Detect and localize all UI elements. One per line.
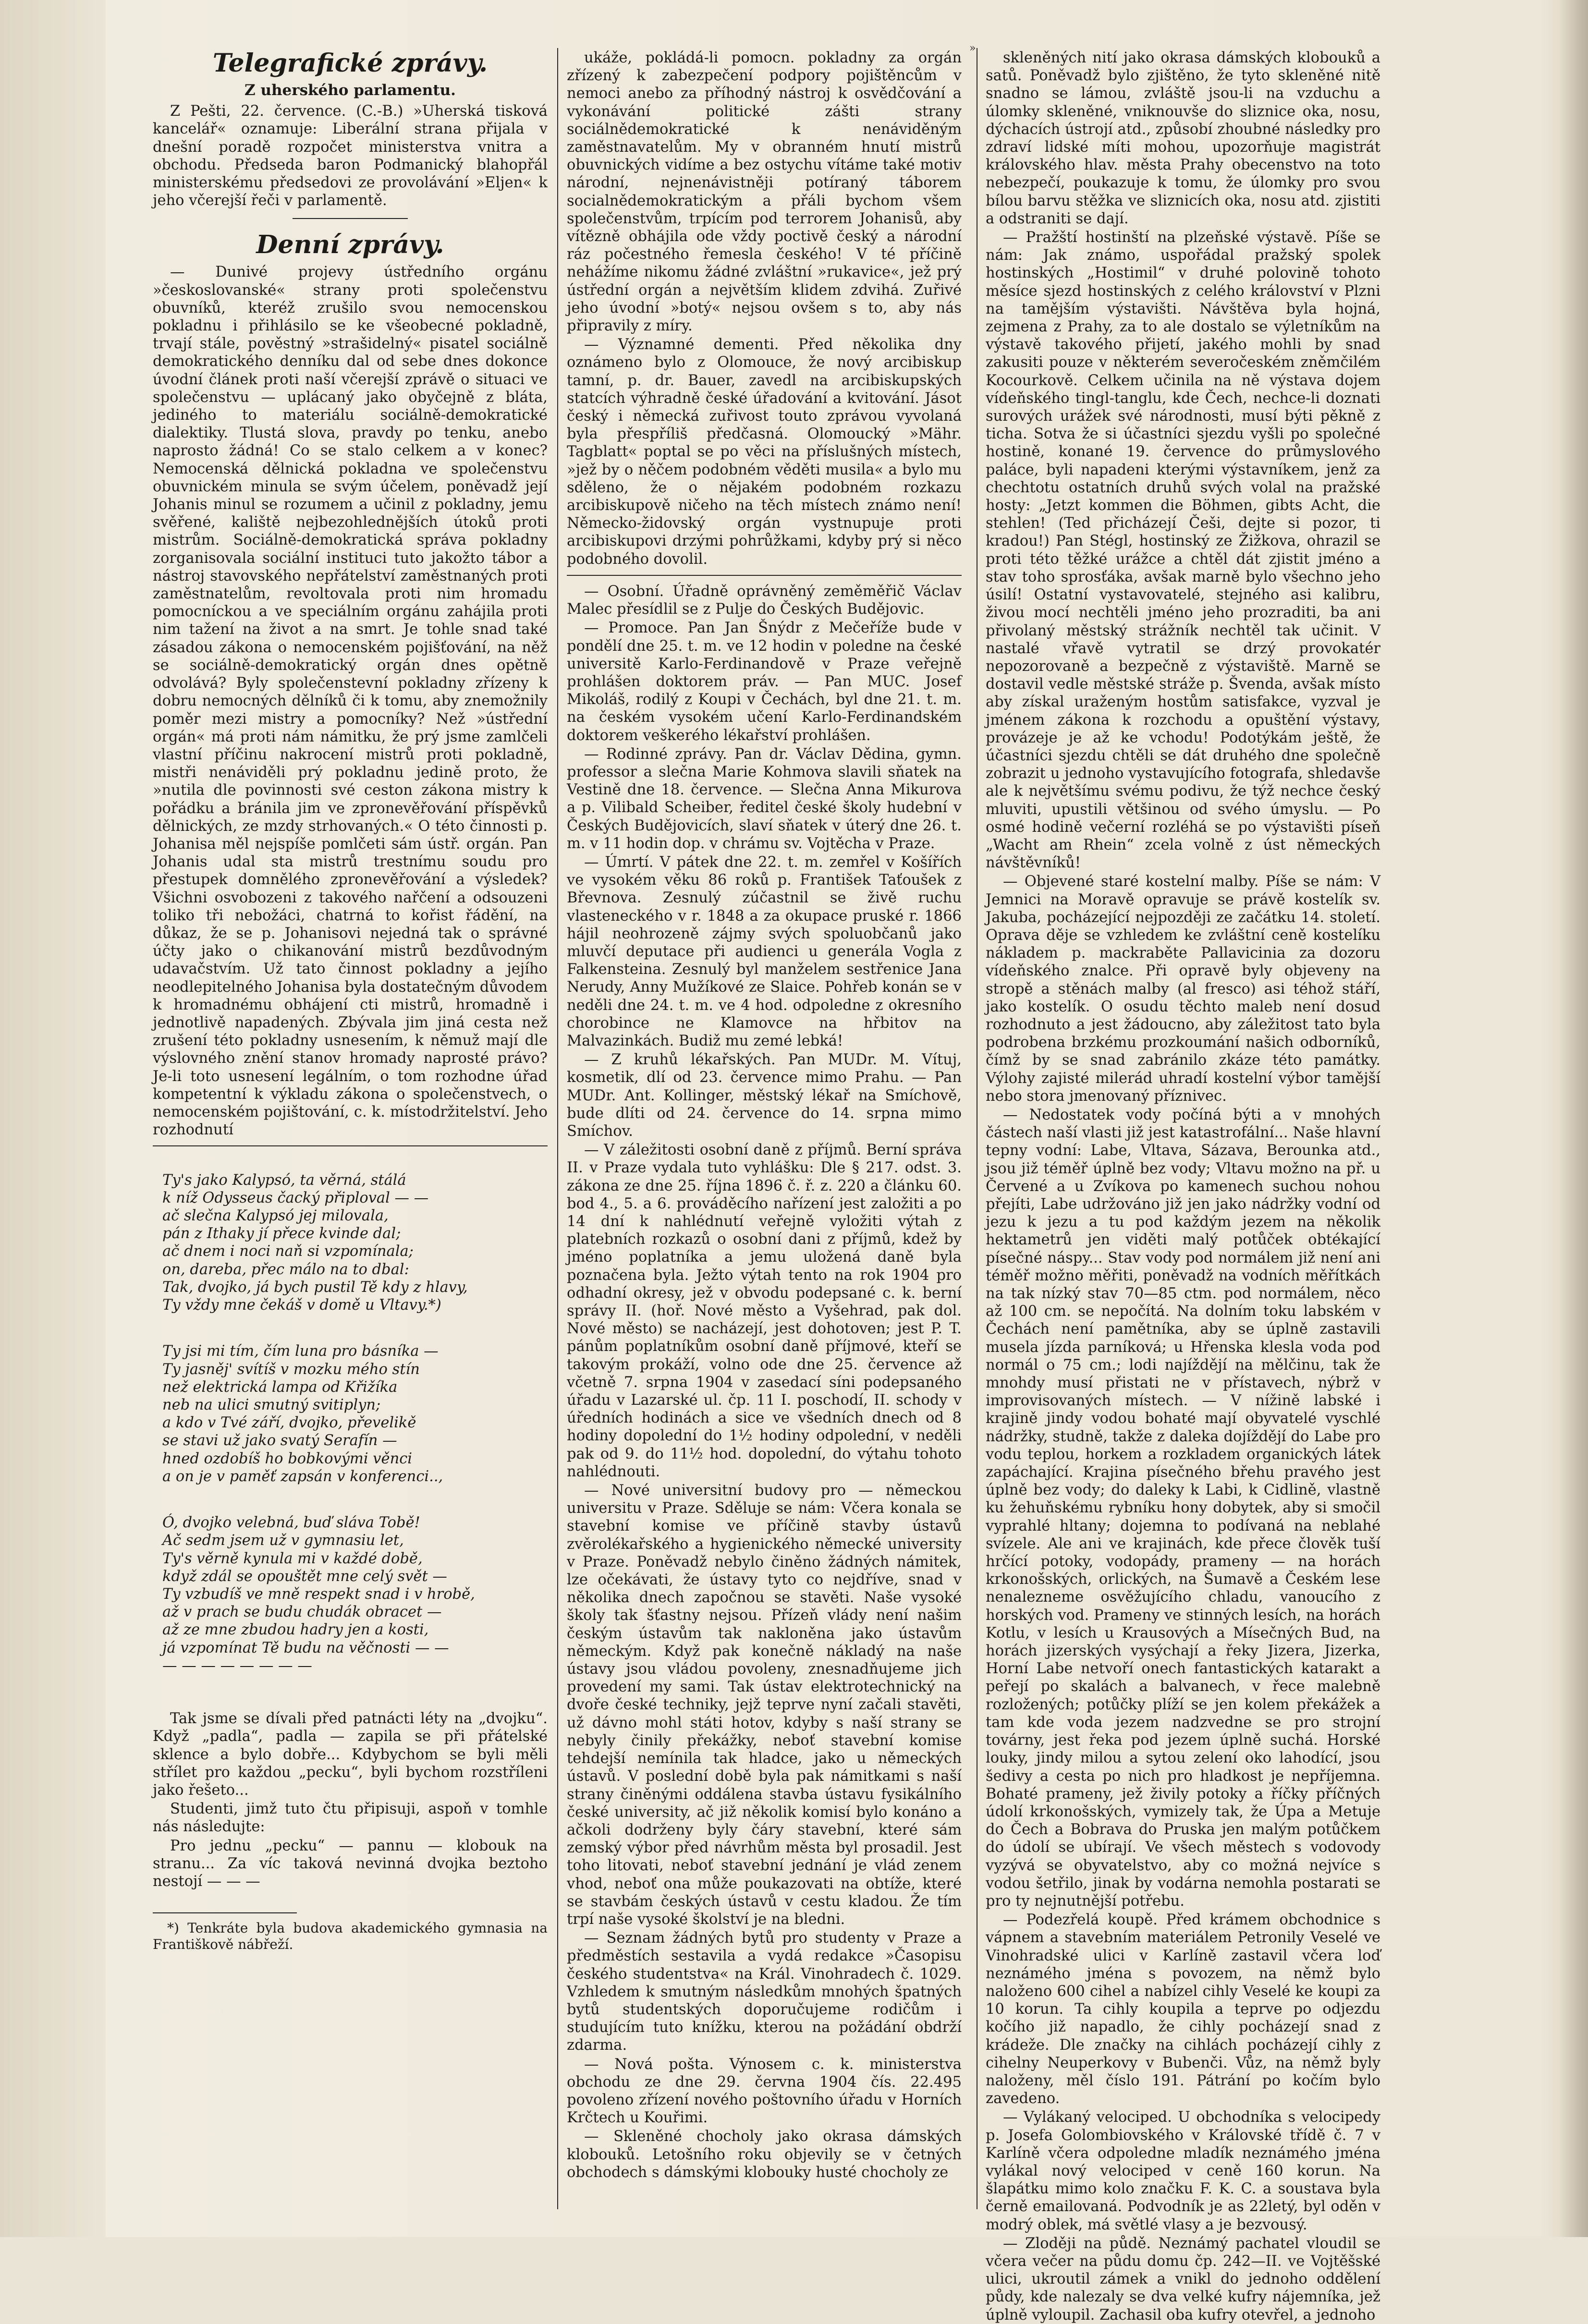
section-divider bbox=[293, 218, 408, 219]
footnote-divider bbox=[153, 1912, 297, 1913]
article-continuation: skleněných nití jako okrasa dámských klobouků a satů. Poněvadž bylo zjištěno, že tyto skleněné nitě snadno se lámou, zvláště jsou-li na vzduchu a úlomky skleněné, vniknouvše do sliznice oka, nosu, dýchacích ústrojí atd., způsobí zhoubné následky pro zdraví lidské míti mohou, upozorňuje magistrát královského hlav. města Prahy obecenstvo na toto nebezpečí, poukazuje k tomu, že úlomky pro svou bílou barvu stěžka ve sliznicích oka, nosu atd. zjistiti a odstraniti se dají. bbox=[986, 49, 1380, 227]
article-ustredni-organ: — Dunivé projevy ústředního orgánu »českoslovanské« strany proti společenstvu obuvníků, kteréž zrušilo svou nemocenskou pokladnu i přihlásilo se ke všeobecné pokladně, trvají stále, pověstný »strašidelný« pisatel sociálně demokratického denníku dal od sebe dnes dokonce úvodní článek proti naší včerejší zprávě o situaci ve společenstvu — uplácaný jako obyčejně z bláta, jediného to materiálu sociálně-demokratické dialektiky. Tlustá slova, pravdy po tenku, anebo naprosto žádná! Co se stalo celkem a v konec? Nemocenská dělnická pokladna ve společenstvu obuvnickém minula se svým účelem, poněvadž její Johanis minul se rozumem a učinil z pokladny, jemu svěřené, kaliště nejbezohlednějších útoků proti mistrům. Sociálně-demokratická správa pokladny zorganisovala sociální instituci tuto jakožto tábor a nástroj stavovského nepřátelství zaměstnaných proti zaměstnatelům, revoltovala proti nim hromadu pomocníckou a ve speciálním orgánu zahájila proti nim tažení na život a na smrt. Je tohle snad také zásadou zákona o nemocenském pojišťování, na něž se sociálně-demokratický orgán dnes opětně odvolává? Byly společenstevní pokladny zřízeny k dobru nemocných dělníků či k tomu, aby znemožnily poměr mezi mistry a pomocníky? Než »ústřední orgán« má proti nám námitku, že prý jsme zamlčeli vlastní příčinu nakrocení mistrů proti pokladně, mistři nenáviděli prý pokladnu jedině proto, že »nutila dle povinnosti své ceston zákona mistry k pořádku a bránila jim ve zpronevěřování příspěvků dělnických, ze mzdy strhovaných.« O této činnosti p. Johanisa měl nejspíše pomlčeti sám ústř. orgán. Pan Johanis udal sta mistrů trestnímu soudu pro přestupek domnělého zpronevěřování a výsledek? Všichni osvobozeni z takového nařčení a odsouzeni toliko tři nebožáci, chatrná to kořist řádění, na důkaz, že se p. Johanisovi nejedná tak o správné účty jako o chikanování mistrů bezdůvodným udavačstvím. Už tato činnost pokladny a jejího neodlepitelného Johanisa byla dostatečným důvodem k hromadnému obhájení cti mistrů, hromadně i jednotlivě napadených. Zbývala jim jiná cesta než zrušení této pokladny usnesením, k němuž mají dle výslovného znění stanov hromady naprosté právo? Je-li toto usnesení legálním, o tom rozhodne úřad kompetentní k výkladu zákona o společenstvech, o nemocenském pojištování, c. k. místodržitelství. Jeho rozhodnutí bbox=[153, 264, 548, 1139]
column-3 bbox=[986, 48, 1380, 2324]
article-zlodeji-na-pude: — Zloději na půdě. Neznámý pachatel vloudil se včera večer na půdu domu čp. 242—II. ve Vojtěšské ulici, ukroutil zámek a vnikl do jednoho oddělení půdy, kde nalezaly se dva velké kufry nájemníka, jež úplně vyloupil. Zachasil oba kufry otevřel, a jednoho bbox=[986, 2235, 1380, 2324]
article-vyznamne-dementi: — Významné dementi. Před několika dny oznámeno bylo z Olomouce, že nový arcibiskup tamní, p. dr. Bauer, zavedl na arcibiskupských statcích výhradně české úřadování a kvitování. Jásot český i německá zuřivost touto zprávou vyvolaná byla přespříliš předčasná. Olomoucký »Mähr. Tagblatt« poptal se po věci na příslušných místech, »jež by o něčem podobném věděti musila« a bylo mu sděleno, že o nějakém podobném rozkazu arcibiskupově ničeho na těch místech známo není! Německo-židovský orgán vystnupuje proti arcibiskupovi drzými pohrůžkami, kdyby prý si něco podobného dovolil. bbox=[567, 336, 962, 568]
margin-mark: » bbox=[969, 42, 976, 54]
article-lekarske: — Z kruhů lékařských. Pan MUDr. M. Vítuj, kosmetik, dlí od 23. července mimo Prahu. — Pan MUDr. Ant. Kollinger, městský lékař na Smíchově, bude dlíti od 24. července do 14. srpna mimo Smíchov. bbox=[567, 1051, 962, 1140]
subheading-parliament: Z uherského parlamentu. bbox=[244, 82, 456, 99]
column-1 bbox=[153, 48, 548, 1953]
poem-stanza: Ty jsi mi tím, čím luna pro básníka — Ty jasněj' svítíš v mozku mého stín než elektrická lampa od Křižíka neb na ulici smutný svitiplyn; a kdo v Tvé září, dvojko, převelikě se stavi už jako svatý Serafín — hned ozdobíš ho bobkovými věnci a on je v paměť zapsán v konferenci.., bbox=[162, 1343, 443, 1485]
footnote: *) Tenkráte byla budova akademického gymnasia na Františkově nábřeží. bbox=[153, 1920, 548, 1953]
poem-stanza: Ty's jako Kalypsó, ta věrná, stálá k níž Odysseus čacký připloval — — ač slečna Kalypsó jej milovala, pán z Ithaky jí přece kvinde dal; ač dnem i noci naň si vzpomínala; on, dareba, přec málo na to dbal: Tak, dvojko, já bych pustil Tě kdy z hlavy, Ty vždy mne čekáš v domě u Vltavy.*) bbox=[162, 1171, 468, 1314]
article-divider bbox=[567, 575, 962, 576]
poem bbox=[162, 1153, 548, 1703]
column-rule-1 bbox=[557, 48, 558, 2209]
page-margin-left bbox=[0, 0, 106, 2237]
article-vylakany-velociped: — Vylákaný velociped. U obchodníka s velocipedy p. Josefa Golombiovského v Královské třídě č. 7 v Karlíně včera odpoledne mladík neznámého jména vylákal nový velociped v ceně 160 korun. Na šlapátku mimo kolo značku F. K. C. a soustava byla černě emailovaná. Podvodník je as 22letý, byl oděn v modrý oblek, má světlé vlasy a je bezvousý. bbox=[986, 2109, 1380, 2233]
article-seznam-bytu: — Seznam žádných bytů pro studenty v Praze a předměstích sestavila a vydá redakce »Časopisu českého studentstva« na Král. Vinohradech č. 1029. Vzhledem k smutným následkům mnohých špatných bytů studentských doporučujeme rodičům i studujícím tuto knížku, kterou na požádání obdrží zdarma. bbox=[567, 1930, 962, 2054]
column-2 bbox=[567, 48, 962, 2181]
article-rodinne-zpravy: — Rodinné zprávy. Pan dr. Václav Dědina, gymn. professor a slečna Marie Kohmova slavili sňatek na Vestině dne 18. července. — Slečna Anna Mikurova a p. Vilibald Scheiber, ředitel české školy hudební v Českých Budějovicích, slaví sňatek v úterý dne 26. t. m. v 11 hodin dop. v chrámu sv. Vojtěcha v Praze. bbox=[567, 745, 962, 852]
page-edge-right bbox=[1559, 0, 1588, 2237]
article-universitni-budovy: — Nové universitní budovy pro — německou universitu v Praze. Sděluje se nám: Včera konala se stavební komise ve příčině stavby ústavů zvěrolékařského a hygienického německé university v Praze. Poněvadž nebylo činěno žádných námitek, lze očekávati, že ústavy tyto co nejdříve, snad v několika dnech započnou se stavěti. Naše vysoké školy tak šťastny nejsou. Přízeň vlády není našim českým ústavům tak nakloněna jako ústavům německým. Když pak konečně nákladý na naše ústavy jsou vládou povoleny, znesnadňujeme jich provedení my sami. Tak ústav elektrotechnický na dvoře české techniky, jejž teprve nyní začali stavěti, už dávno mohl státi hotov, kdyby s naší strany se nebyly činily překážky, neboť stavební komise tehdejší nemínila tak hladce, jako u německých ústavů. V poslední době byla pak námitkami s naší strany činěnými oddálena stavba ústavu fysikálního české university, ač již několik komisí bylo konáno a ačkoli dodrženy byly čáry stavební, které sám zemský výbor před návrhům města byl prosadil. Jest toho litovati, neboť stavební jednání je vlád zenem vhod, neboť ona může poukazovati na obtíže, které se stavbám českých ústavů v cestu kladou. Že tím trpí naše vysoké školství je na bledni. bbox=[567, 1482, 962, 1928]
article-divider bbox=[153, 1145, 548, 1146]
article-promoce: — Promoce. Pan Jan Šnýdr z Mečeříže bude v pondělí dne 25. t. m. ve 12 hodin v poledne na české universitě Karlo-Ferdinandově v Praze veřejně prohlášen doktorem práv. — Pan MUC. Josef Mikoláš, rodilý z Koupi v Čechách, byl dne 21. t. m. na českém vysokém učení Karlo-Ferdinandském doktorem veškerého lékařství prohlášen. bbox=[567, 620, 962, 744]
article-studenti-2: Studenti, jimž tuto čtu připisuji, aspoň v tomhle nás následujte: bbox=[153, 1801, 548, 1836]
article-studenti-1: Tak jsme se dívali před patnácti léty na „dvojku“. Když „padla“, padla — zapila se při přátelské sklence a bylo dobře... Kdybychom se byli měli střílet pro každou „pecku“, byli bychom rozstříleni jako řešeto... bbox=[153, 1710, 548, 1799]
poem-stanza: Ó, dvojko velebná, buď sláva Tobě! Ač sedm jsem už v gymnasiu let, Ty's věrně kynula mi v každé době, když zdál se opouštět mne celý svět — Ty vzbudíš ve mně respekt snad i v hrobě, až v prach se budu chudák obracet — až ze mne zbudou hadry jen a kosti, já vzpomínat Tě budu na věčnosti — — — — — — — — — — bbox=[162, 1514, 475, 1674]
section-heading-telegraph: Telegrafické zprávy. bbox=[212, 49, 488, 78]
article-studenti-3: Pro jednu „pecku“ — pannu — klobouk na stranu... Za víc taková nevinná dvojka beztoho nestojí — — — bbox=[153, 1837, 548, 1890]
article-continuation: ukáže, pokládá-li pomocn. pokladny za orgán zřízený k zabezpečení podpory pojištěncům v nemoci anebo za příhodný nástroj k osvědčování a vykonávání politické zášti strany sociálnědemokratické k nenáviděným zaměstnavatelům. My v obranném hnutí mistrů obuvnických vidíme a bez ostychu vítáme také motiv národní, nejnenávistněji potíraný táborem socialnědemokratickým a přáli bychom všem společenstvům, trpícím pod terrorem Johanisů, aby vítězně obhájila ode vždy poctivě český a národní ráz počestného řemesla českého! V té příčině nehážíme nikomu žádné zvláštní »rukavice«, jež prý ústřední orgán a největším klidem zdvihá. Zuřivé jeho úvodní »botý« nejsou ovšem s to, aby nás připravily z míry. bbox=[567, 49, 962, 335]
article-kostelni-malby: — Objevené staré kostelní malby. Píše se nám: V Jemnici na Moravě opravuje se právě kostelík sv. Jakuba, pocházející nejpozději ze začátku 14. století. Oprava děje se vzhledem ke zvláštní ceně kostelíku nákladem p. mackraběte Pallavicinia za dozoru vídeňského znalce. Při opravě byly objeveny na stropě a stěnách malby (al fresco) asi téhož stáří, jako kostelík. O osudu těchto maleb není dosud rozhodnuto a jest žádoucno, aby záležitost tato byla podrobena brzkému prozkoumání našich odborníků, čímž by se snad zabránilo zkáze této památky. Výlohy zajisté milerád uhradí kostelní výbor tamější nebo stora jmenovaný příznivec. bbox=[986, 873, 1380, 1105]
article-hostinsti-plzen: — Pražští hostinští na plzeňské výstavě. Píše se nám: Jak známo, uspořádal pražský spolek hostinských „Hostimil“ v druhé polovině tohoto měsíce sjezd hostinských z celého království v Plzni na tamějším výstavišti. Návštěva byla hojná, zejmena z Prahy, za to ale dostalo se výletníkům na výstavě takového přijetí, jakého mohli by snad zakusiti pouze v některém severočeském zněmčilém Kocourkově. Celkem učinila na ně výstava dojem vídeňského tingl-tanglu, kde Čech, nechce-li doznati surových urážek své národnosti, musí býti pěkně z ticha. Sotva že si účastníci sjezdu vyšli po společné hostině, konané 19. července do průmyslového paláce, byli napadeni kterými výstavníkem, jenž za chechtotu ostatních druhů svých volal na pražské hosty: „Jetzt kommen die Böhmen, gibts Acht, die stehlen! (Ted přicházejí Češi, dejte si pozor, ti kradou!) Pan Stégl, hostinský ze Žižkova, ohrazil se proti této těžké urážce a chtěl dát zjistit jméno a stav toho sprosťáka, avšak marně bylo všechno jeho úsilí! Ostatní vystavovatelé, stejného asi kalibru, živou mocí nechtěli jméno jeho prozraditi, ba ani přivolaný městský strážník nechtěl tak učinit. V nastalé vřavě vytratil se drzý provokatér nepozorovaně a bezpečně z výstaviště. Marně se dostavil vedle městské stráže p. Švenda, avšak místo aby získal uraženým hostům satisfakce, vyzval je jménem zákona k rozchodu a opuštění výstavy, provázeje je až ke vchodu! Podotýkám ještě, že účastníci sjezdu chtěli se dát druhého dne společně zobrazit u jednoho vystavujícího fotografa, shledavše ale k největšímu svému podivu, že týž nechce český mluviti, upustili většinou od svého úmyslu. — Po osmé hodině večerní rozléhá se po výstavišti píseň „Wacht am Rhein“ zcela volně z úst německých návštěvníků! bbox=[986, 229, 1380, 872]
article-nova-posta: — Nová pošta. Výnosem c. k. ministerstva obchodu ze dne 29. června 1904 čís. 22.495 povoleno zřízení nového poštovního úřadu v Horních Krčtech u Kouřimi. bbox=[567, 2056, 962, 2127]
article-sklenene-chocholy: — Skleněné chocholy jako okrasa dámských klobouků. Letošního roku objevily se v četných obchodech s dámskými klobouky husté chocholy ze bbox=[567, 2128, 962, 2181]
article-nedostatek-vody: — Nedostatek vody počíná býti a v mnohých částech naší vlasti již jest katastrofální... Naše hlavní tepny vodní: Labe, Vltava, Sázava, Berounka atd., jsou již téměř úplně bez vody; Vltavu možno na př. u Červené a u Zvíkova po kamenech suchou nohou přejíti, Labe udržováno již jen jako nádržky vodní od jezu k jezu a tu pod každým jezem na několik hektametrů jen viděti malý potůček obtékající písečné náspy... Stav vody pod normálem již není ani téměř možno měřiti, poněvadž na vodních měřítkách na tak nízký stav 70—85 ctm. pod normálem, něco až 100 cm. se nepočítá. Na dolním toku labském v Čechách není pamětníka, aby se úplně zastavili musela jízda parníková; u Hřenska klesla voda pod normál o 75 cm.; lodi najíždějí na mělčinu, tak že mnohdy musí přistati ne v přístavech, nýbrž v improvisovaných místech. — V nížině labské i krajině jindy vodou bohaté mají obyvatelé vyschlé nádržky, studně, takže z daleka dojíždějí do Labe pro vodu teplou, horkem a rozkladem organických látek zapáchající. Krajina písečného břehu pravého jest úplně bez vody; do daleky k Labi, k Cidlině, vlastně ku žehuňskému rybníku hony dobytek, aby si smočil vyprahlé hltany; dojemna to podívaná na neblahé svízele. Ale ani ve krajinách, kde přece člověk tuší hrčící potoky, vodopády, prameny — na horách krkonošských, orlických, na Šumavě a Českém lese nenalezneme osvěžujícího chladu, vanoucího z horských vod. Prameny ve stinných lesích, na horách Kotlu, v lesích u Krausových a Mísečných Bud, na horách jizerských vysýchají a řeky Jizera, Jizerka, Horní Labe netvoří onech fantastických katarakt a peřejí po skalách a balvanech, v řece malebně rozložených; potůčky plíží se jen kolem překážek a tam kde voda jezem nadzvedne se pro strojní továrny, jest řeka pod jezem úplně suchá. Horské louky, jindy milou a sytou zelení oko lahodící, jsou šedivy a cesta po nich pro hladkost je nepříjemna. Bohaté prameny, jež živily potoky a říčky příčných údolí krkonošských, vymizely tak, že Úpa a Metuje do Čech a Bobrava do Pruska jen malým potůčkem do údolí se ubírají. Ve všech městech s vodovody vyzývá se obyvatelstvo, aby co možná nejvíce s vodou šetřilo, jinak by vodárna nemohla postarati se pro ty nejnutnější potřebu. bbox=[986, 1106, 1380, 1910]
article-osobni: — Osobní. Úřadně oprávněný zeměměřič Václav Malec přesídlil se z Pulje do Českých Budějovic. bbox=[567, 583, 962, 618]
section-heading-daily-news: Denní zprávy. bbox=[256, 230, 444, 260]
article-umrti: — Úmrtí. V pátek dne 22. t. m. zemřel v Košířích ve vysokém věku 86 roků p. František Taťoušek z Břevnova. Zesnulý zúčastnil se živě ruchu vlasteneckého v r. 1848 a za okupace pruské r. 1866 hájil neohrozeně zájmy svých spoluobčanů jako mluvčí deputace při audienci u generála Vogla z Falkensteina. Zesnulý byl manželem sestřenice Jana Nerudy, Anny Mužíkové ze Slaice. Pohřeb konán se v neděli dne 24. t. m. ve 4 hod. odpoledne z okresního chorobince ne Klamovce na hřbitov na Malvazinkách. Budiž mu zemé lebká! bbox=[567, 853, 962, 1049]
article-osobni-dan: — V záležitosti osobní daně z příjmů. Berní správa II. v Praze vydala tuto vyhlášku: Dle § 217. odst. 3. zákona ze dne 25. října 1896 č. ř. z. 220 a článku 60. bod 4., 5. a 6. prováděcího nařízení jest založiti a po 14 dní k nahlédnutí veřejně vyložiti výtah z platebních rozkazů o osobní dani z příjmů, kdež by jméno poplatníka a jemu uložená daně byla poznačena byla. Ježto výtah tento na rok 1904 pro odhadní okresy, jež v obvodu podepsané c. k. berní správy II. (hoř. Nové město a Vyšehrad, pak dol. Nové město) se nacházejí, jest dohotoven; jest P. T. pánům poplatníkům osobní daně příjmové, kteří se takovým prokáží, volno ode dne 25. července až včetně 7. srpna 1904 v zasedací síni podepsaného úřadu v Lazarské ul. čp. 11 I. poschodí, II. schody v úředních hodinách a sice ve všedních dnech od 8 hodiny dopolední do 1½ hodiny odpolední, v neděli pak od 9. do 11½ hod. dopolední, do výtahu tohoto nahlédnouti. bbox=[567, 1142, 962, 1480]
article-pest: Z Pešti, 22. července. (C.-B.) »Uherská tisková kancelář« oznamuje: Liberální strana přijala v dnešní poradě rozpočet ministerstva vnitra a obchodu. Předseda baron Podmanický blahopřál ministerskému předsedovi ze provolávání »Eljen« k jeho včerejší řeči v parlamentě. bbox=[153, 103, 548, 209]
article-podezrela-koupe: — Podezřelá koupě. Před krámem obchodnice s vápnem a stavebním materiálem Petronily Veselé ve Vinohradské ulici v Karlíně zastavil včera loď neznámého jména s povozem, na němž bylo naloženo 600 cihel a nabízel cihly Veselé ke koupi za 10 korun. Ta cihly koupila a teprve po odjezdu kočího již napadlo, že cihly pocházejí snad z krádeže. Dle značky na cihlách pocházejí cihly z cihelny Neuperkovy v Bubenči. Vůz, na němž byly naloženy, měl číslo 191. Pátrání po kočím bylo zavedeno. bbox=[986, 1911, 1380, 2107]
